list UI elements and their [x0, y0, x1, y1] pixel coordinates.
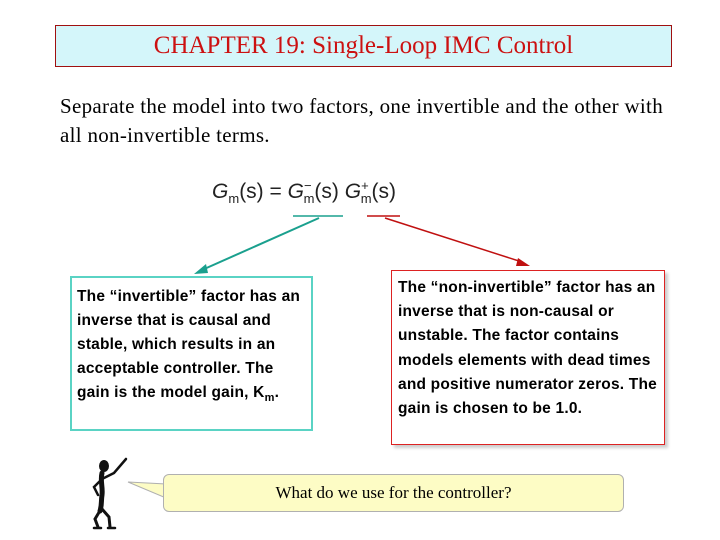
invertible-factor-box	[70, 276, 313, 431]
eq-lhs: G	[212, 180, 229, 203]
green-arrow-line	[202, 218, 319, 270]
eq-factor1-sub: m	[303, 191, 315, 207]
stick-figure-icon	[90, 455, 135, 530]
eq-factor1-arg: (s)	[314, 180, 339, 203]
eq-lhs-arg: (s) =	[239, 180, 282, 203]
eq-factor1: G	[287, 180, 304, 203]
page-title: CHAPTER 19: Single-Loop IMC Control	[153, 32, 574, 59]
noninvertible-text: The “non-invertible” factor has an inverse that is non-causal or unstable. The factor contains models elements with dead times and positive numerator zeros. The gain is chosen to be 1.0.	[398, 279, 657, 418]
noninvertible-factor-box	[391, 270, 665, 445]
eq-factor2-sub: m	[360, 191, 372, 207]
bubble-question: What do we use for the controller?	[275, 483, 512, 502]
gain-subscript: m	[264, 392, 275, 405]
eq-factor2-sup: +	[361, 178, 369, 193]
eq-factor2-arg: (s)	[371, 180, 397, 203]
speech-bubble	[163, 474, 624, 512]
green-arrow-head	[194, 264, 208, 274]
intro-text: Separate the model into two factors, one invertible and the other with all non-invertible terms.	[60, 94, 663, 147]
red-arrow-line	[385, 218, 522, 262]
invertible-end: .	[274, 384, 280, 401]
red-arrow-head	[516, 258, 530, 266]
eq-lhs-sub: m	[228, 191, 240, 207]
eq-factor2: G	[344, 180, 362, 203]
eq-factor1-sup: −	[303, 178, 312, 193]
invertible-text: The “invertible” factor has an inverse that is causal and stable, which results in an acceptable controller. The gain is the model gain, K	[77, 288, 301, 401]
